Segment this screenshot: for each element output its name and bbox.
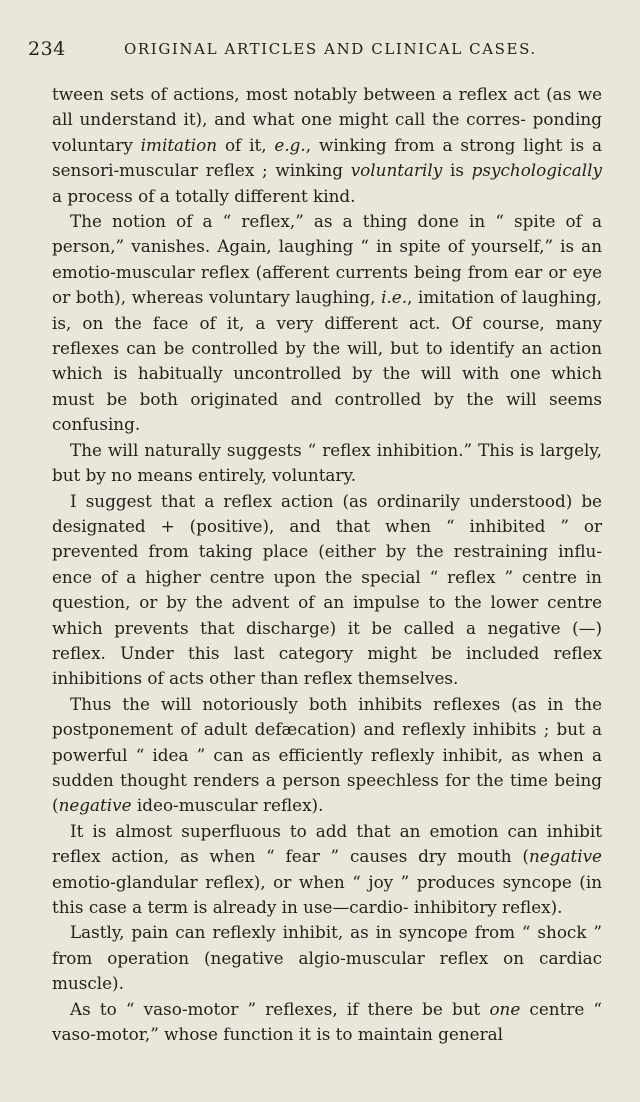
paragraph: [52, 438, 602, 489]
text-segment: centre “ vaso-motor,” whose function it is to maintain general: [52, 998, 603, 1045]
text-segment: The notion of a “ reflex,” as a thing done in “ spite of a person,” vanishes. Again, laughing “ in spite of yourself,” is an emotio-muscular reflex (afferent currents being from ear or eye or both), whereas voluntary laughing,: [52, 211, 602, 308]
text-segment: It is almost superfluous to add that an emotion can inhibit reflex action, as when “ fear ” causes dry mouth (: [52, 820, 602, 867]
page-number: 234: [28, 38, 66, 60]
text-segment: , winking from a strong light is a sensori-muscular reflex ; winking: [52, 134, 602, 181]
text-segment-italic: i.e.: [381, 287, 408, 308]
text-segment: ideo-muscular reflex).: [131, 795, 324, 816]
running-head-title: ORIGINAL ARTICLES AND CLINICAL CASES.: [124, 40, 537, 58]
text-segment-italic: e.g.: [274, 134, 306, 155]
text-segment: of it,: [217, 134, 275, 155]
text-segment-italic: psychologically: [471, 160, 602, 181]
text-segment: As to “ vaso-motor ” reflexes, if there be but: [70, 998, 490, 1019]
paragraph: [52, 920, 602, 996]
paragraph: [52, 209, 602, 438]
article-body: [52, 82, 602, 1047]
text-segment-italic: negative: [528, 846, 602, 867]
paragraph: [52, 997, 602, 1048]
text-segment-italic: voluntarily: [350, 160, 443, 181]
paragraph: [52, 692, 602, 819]
text-segment-italic: imitation: [140, 134, 218, 155]
text-segment: I suggest that a reflex action (as ordinarily understood) be designated + (positive), and that when “ inhibited ” or prevented from taking place (either by the restraining influ- ence of a higher centre upon the special “ reflex ” centre in question, or by the advent of an impulse to the lower centre which prevents that discharge) it be called a negative (—) reflex. Under this last category might be included reflex inhibitions of acts other than reflex themselves.: [52, 490, 602, 689]
text-segment: emotio-glandular reflex), or when “ joy ” produces syncope (in this case a term is already in use—cardio- inhibitory reflex).: [52, 871, 602, 917]
text-segment: Thus the will notoriously both inhibits reflexes (as in the postponement of adult defæcation) and reflexly inhibits ; but a powerful “ idea ” can as efficiently reflexly inhibit, as when a sudden thought renders a person speechless for the time being (: [52, 693, 602, 816]
text-segment-italic: one: [489, 998, 521, 1019]
text-segment: The will naturally suggests “ reflex inhibition.” This is largely, but by no means entirely, voluntary.: [52, 439, 602, 486]
text-segment: Lastly, pain can reflexly inhibit, as in syncope from “ shock ” from operation (negative algio-muscular reflex on cardiac muscle).: [52, 922, 602, 994]
paragraph: [52, 819, 602, 921]
text-segment-italic: negative: [58, 795, 132, 816]
text-segment: is: [442, 160, 472, 181]
paragraph-continued: [52, 82, 602, 209]
paragraph: [52, 489, 602, 692]
text-segment: , imitation of laughing, is, on the face of it, a very different act. Of course, many reflexes can be controlled by the will, but to identify an action which is habitually uncontrolled by the will with one which must be both originated and controlled by the will seems confusing.: [52, 287, 602, 435]
running-head: [28, 38, 588, 62]
text-segment: tween sets of actions, most notably between a reflex act (as we all understand it), and what one might call the corres- ponding voluntary: [52, 84, 602, 155]
text-segment: a process of a totally different kind.: [52, 185, 356, 206]
